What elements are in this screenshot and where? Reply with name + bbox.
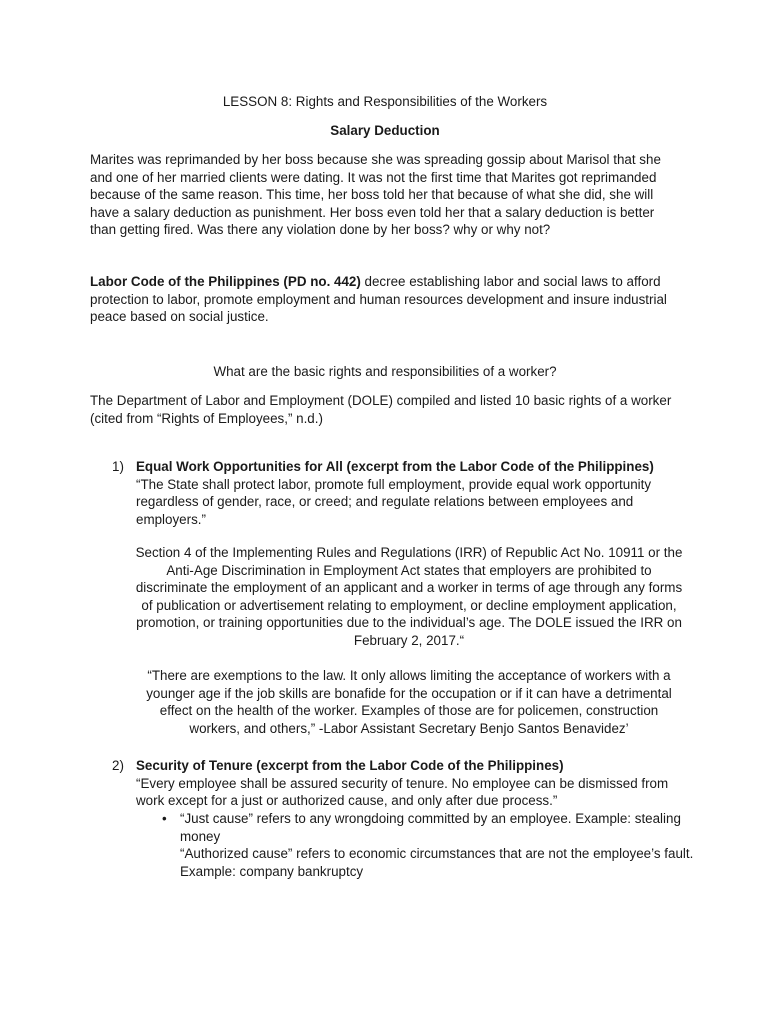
item-heading: Equal Work Opportunities for All (excerpt from the Labor Code of the Philippines) [136, 459, 654, 474]
just-cause-text: “Just cause” refers to any wrongdoing committed by an employee. Example: stealing money [180, 811, 681, 844]
labor-code-name: Labor Code of the Philippines (PD no. 442) [90, 274, 361, 289]
cause-bullet [162, 810, 710, 880]
item-quote: “The State shall protect labor, promote full employment, provide equal work opportunity regardless of gender, race, or creed; and regulate relations between employees and employers.” [136, 476, 652, 527]
item-body [136, 458, 681, 528]
labor-code-description: decree establishing labor and social laws to afford protection to labor, promote employment and human resources development and insure industrial peace based on social justice. [90, 274, 667, 324]
authorized-cause-text: “Authorized cause” refers to economic circumstances that are not the employee’s fault. Example: company bankruptcy [180, 846, 694, 879]
item-quote: “Every employee shall be assured security of tenure. No employee can be dismissed from work except for a just or authorized cause, and only after due process.” [136, 775, 669, 808]
story-paragraph: Marites was reprimanded by her boss because she was spreading gossip about Marisol that she and one of her married clients were dating. It was not the first time that Marites got reprimanded because of the same reason. This time, her boss told her that because of what she did, she will have a salary deduction as punishment. Her boss even told her that a salary deduction is better than getting fired. Was there any violation done by her boss? why or why not? [90, 152, 661, 237]
exemption-paragraph: “There are exemptions to the law. It only allows limiting the acceptance of workers with a younger age if the job skills are bonafide for the occupation or if it can have a detrimental effect on the health of the worker. Examples of those are for policemen, construction workers, and others,” -Labor Assistant Secretary Benjo Santos Benavidez’ [146, 668, 672, 736]
dole-intro-paragraph: The Department of Labor and Employment (DOLE) compiled and listed 10 basic rights of a worker (cited from “Rights of Employees,” n.d.) [90, 393, 672, 426]
item-number: 1) [112, 459, 124, 474]
item-heading: Security of Tenure (excerpt from the Labor Code of the Philippines) [136, 758, 564, 773]
item-number: 2) [112, 758, 124, 773]
item-body [136, 757, 681, 810]
rights-question: What are the basic rights and responsibilities of a worker? [213, 364, 557, 379]
section-title: Salary Deduction [330, 123, 440, 138]
lesson-title: LESSON 8: Rights and Responsibilities of the Workers [222, 94, 548, 109]
labor-code-paragraph [90, 273, 680, 326]
irr-paragraph: Section 4 of the Implementing Rules and Regulations (IRR) of Republic Act No. 10911 or the Anti-Age Discrimination in Employment Act states that employers are prohibited to discriminate the employment of an applicant and a worker in terms of age through any forms of publication or advertisement relating to employment, or decline employment application, promotion, or training opportunities due to the individual’s age. The DOLE issued the IRR on February 2, 2017.“ [135, 545, 683, 648]
bullet-icon: • [162, 811, 167, 826]
